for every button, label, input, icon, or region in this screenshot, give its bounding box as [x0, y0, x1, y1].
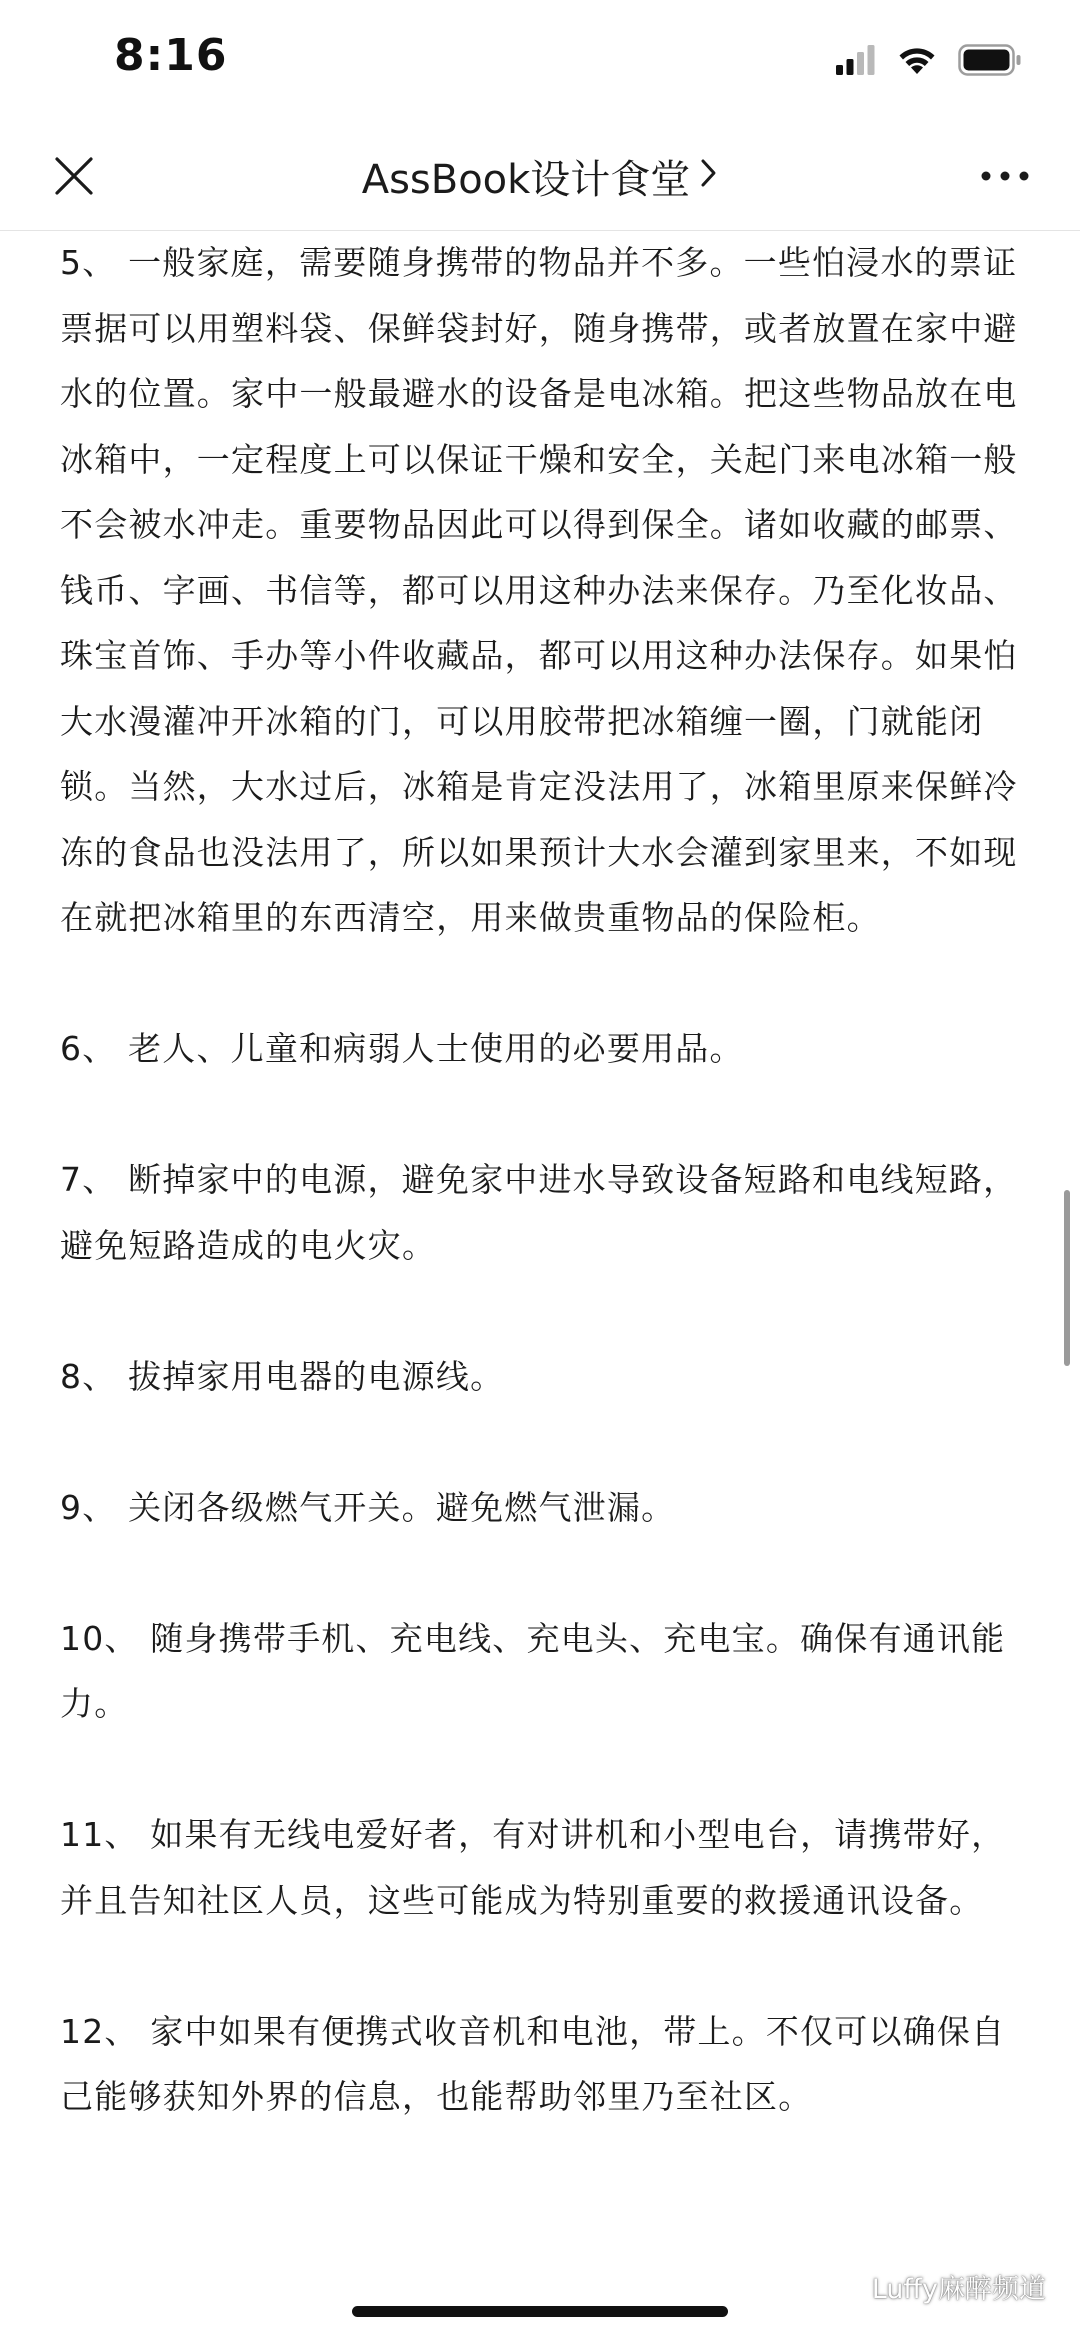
- status-icons: [836, 44, 1022, 80]
- scroll-indicator[interactable]: [1064, 1190, 1070, 1366]
- more-icon: [981, 171, 1029, 181]
- battery-icon: [958, 44, 1022, 80]
- article-paragraph-9: 9、 关闭各级燃气开关。避免燃气泄漏。: [60, 1487, 676, 1527]
- article-paragraph-11: 11、 如果有无线电爱好者，有对讲机和小型电台，请携带好，并且告知社区人员，这些可能成为特别重要的救援通讯设备。: [60, 1815, 1006, 1920]
- watermark-text: Luffy麻醉频道: [871, 2273, 1046, 2305]
- chevron-right-icon: [700, 153, 718, 199]
- close-icon: [55, 157, 93, 195]
- article-body: [60, 230, 1020, 2195]
- article-paragraph-10: 10、 随身携带手机、充电线、充电头、充电宝。确保有通讯能力。: [60, 1618, 1006, 1723]
- cellular-signal-icon: [836, 45, 876, 79]
- article-paragraph-7: 7、 断掉家中的电源，避免家中进水导致设备短路和电线短路，避免短路造成的电火灾。: [60, 1160, 1018, 1265]
- article-paragraph-12: 12、 家中如果有便携式收音机和电池，带上。不仅可以确保自己能够获知外界的信息，也能帮助邻里乃至社区。: [60, 2011, 1006, 2116]
- account-title: AssBook设计食堂: [361, 156, 691, 203]
- article-paragraph-8: 8、 拔掉家用电器的电源线。: [60, 1356, 505, 1396]
- home-indicator[interactable]: [352, 2306, 728, 2317]
- status-time: 8:16: [114, 30, 228, 81]
- article-paragraph-6: 6、 老人、儿童和病弱人士使用的必要用品。: [60, 1029, 744, 1068]
- article-paragraph-5: 5、 一般家庭，需要随身携带的物品并不多。一些怕浸水的票证票据可以用塑料袋、保鲜袋封好，随身携带，或者放置在家中避水的位置。家中一般最避水的设备是电冰箱。把这些物品放在电冰箱中，一定程度上可以保证干燥和安全，关起门来电冰箱一般不会被水冲走。重要物品因此可以得到保全。诸如收藏的邮票、钱币、字画、书信等，都可以用这种办法来保存。乃至化妆品、珠宝首饰、手办等小件收藏品，都可以用这种办法保存。如果怕大水漫灌冲开冰箱的门，可以用胶带把冰箱缠一圈，门就能闭锁。当然，大水过后，冰箱是肯定没法用了，冰箱里原来保鲜冷冻的食品也没法用了，所以如果预计大水会灌到家里来，不如现在就把冰箱里的东西清空，用来做贵重物品的保险柜。: [60, 243, 1018, 937]
- account-title-link[interactable]: [200, 148, 880, 204]
- watermark: [826, 2264, 1046, 2308]
- wifi-icon: [896, 44, 938, 80]
- wechat-icon: [826, 2267, 866, 2306]
- nav-bar: [0, 122, 1080, 231]
- close-button[interactable]: [44, 146, 104, 206]
- more-button[interactable]: [970, 146, 1040, 206]
- status-bar: [0, 0, 1080, 122]
